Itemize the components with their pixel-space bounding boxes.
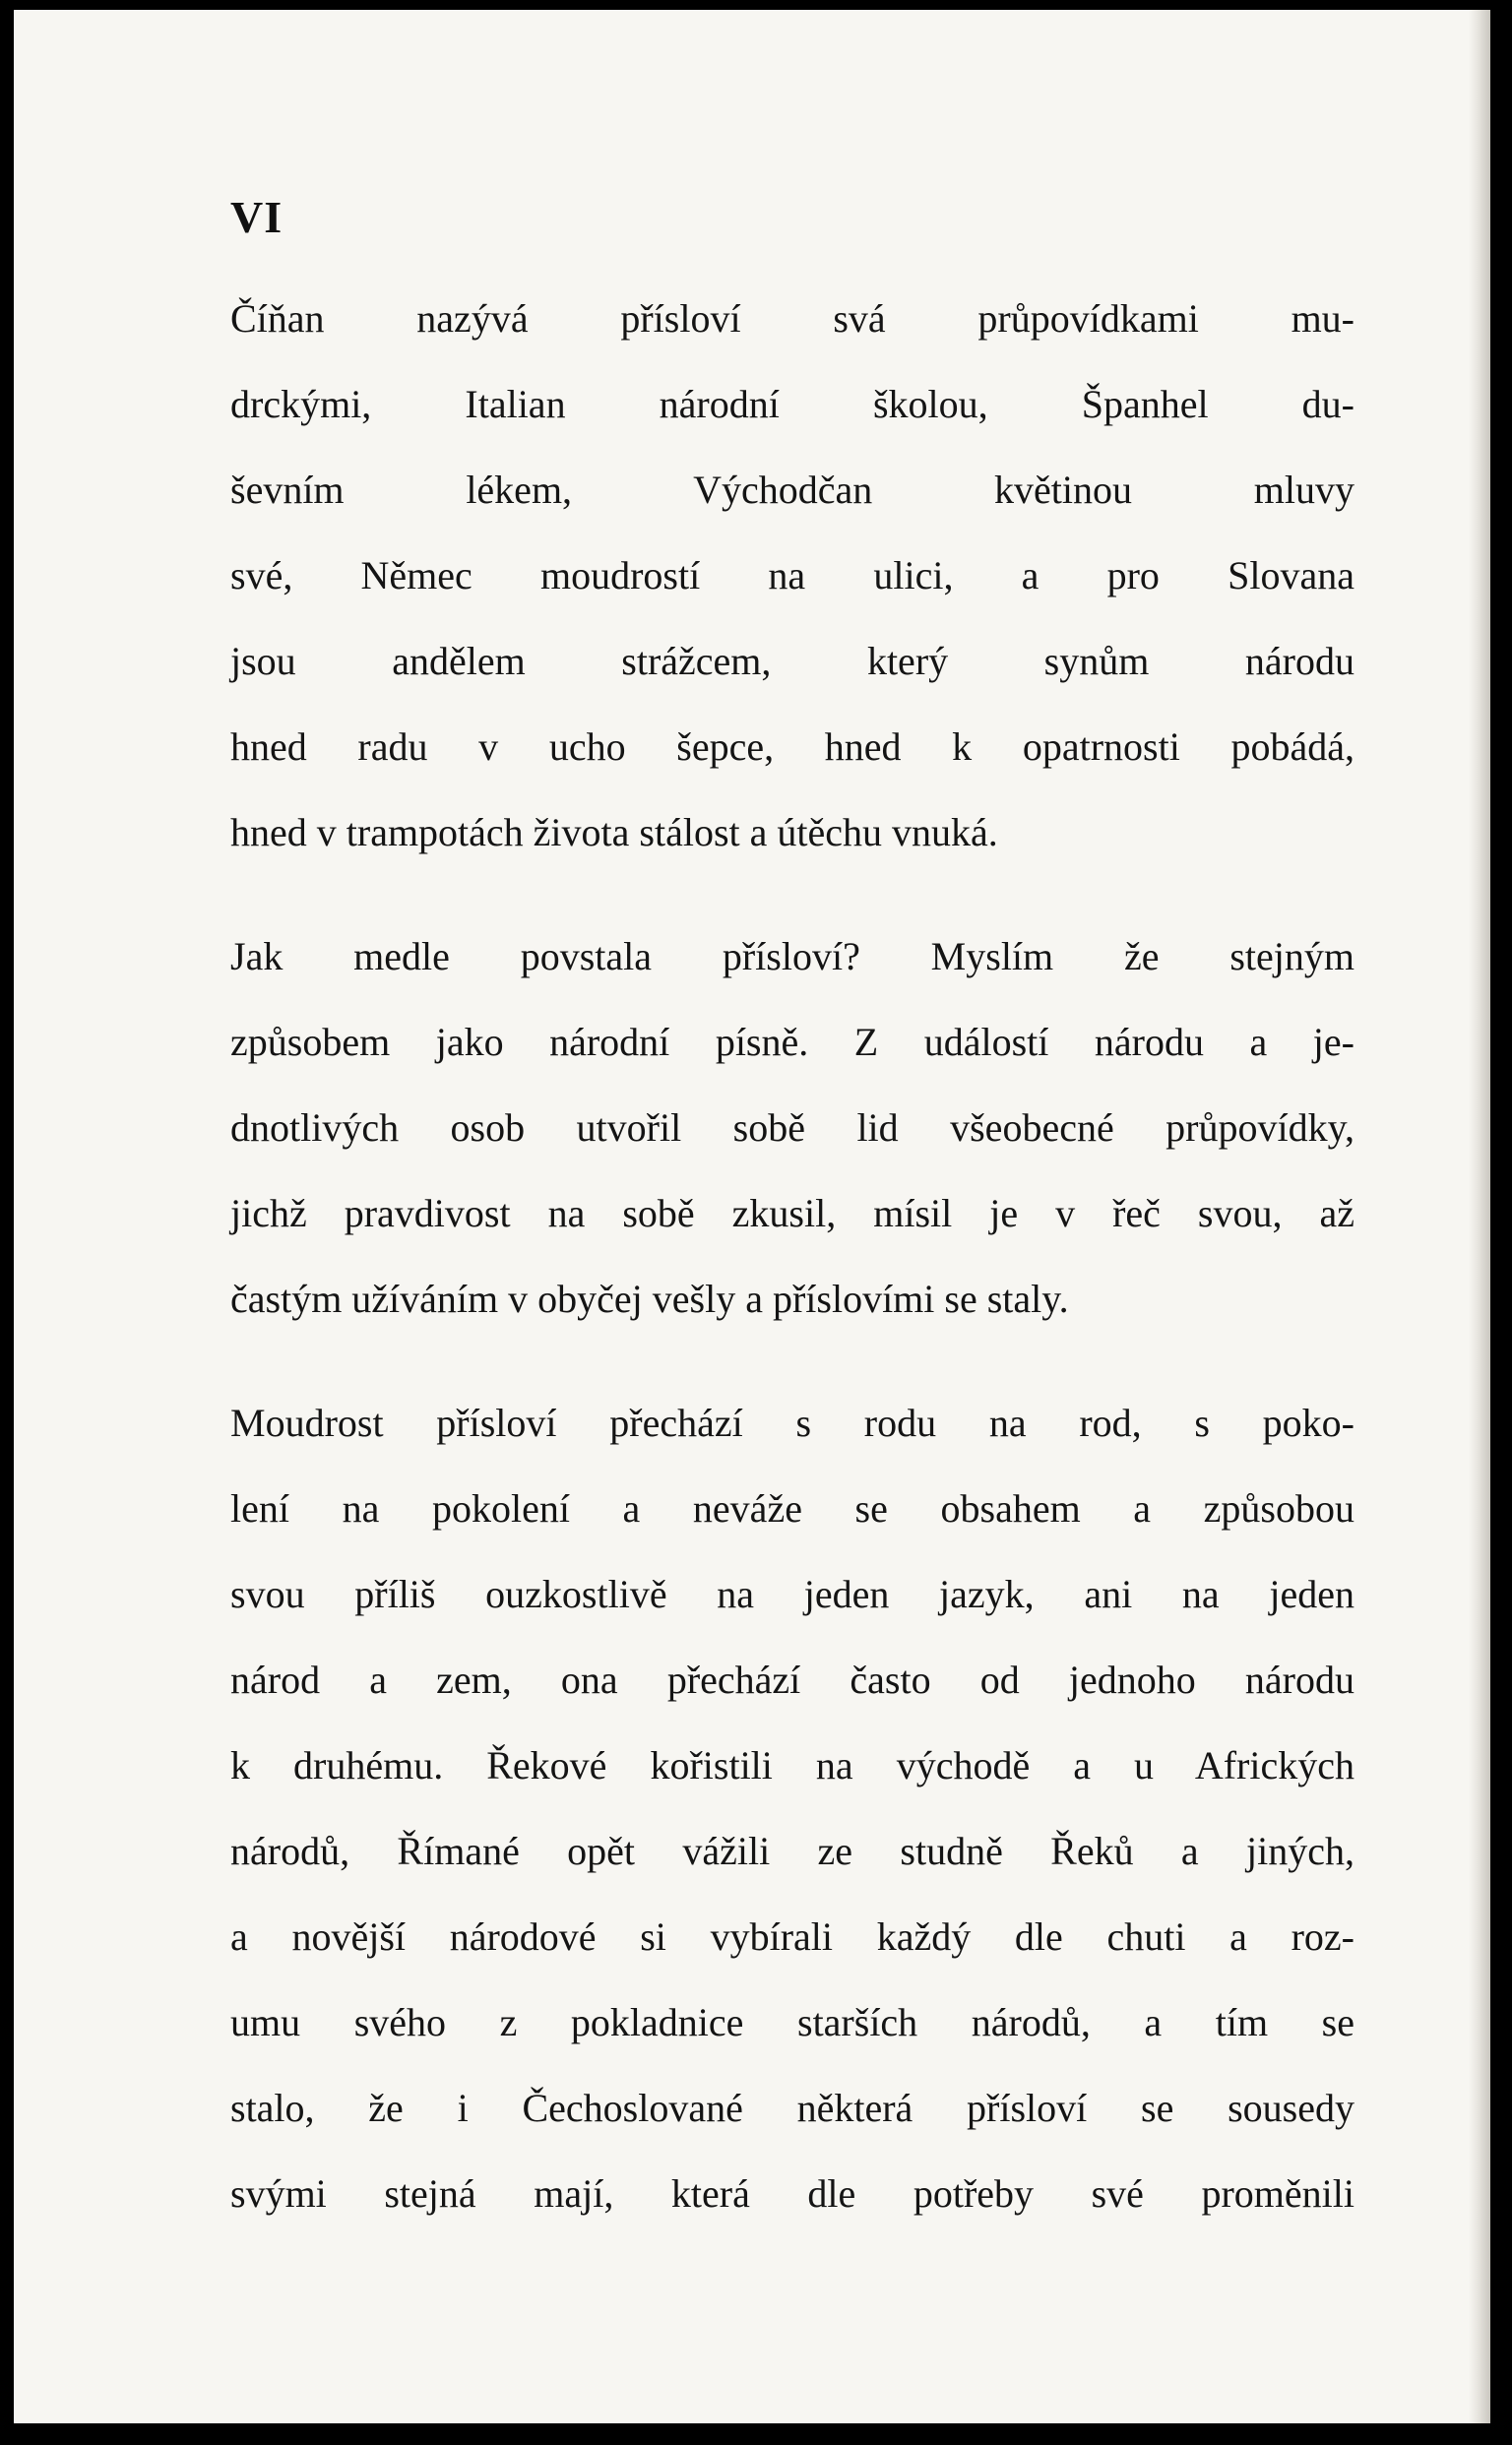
paragraph-1 (230, 276, 1354, 875)
text-line: hned v trampotách života stálost a útěchu vnuká. (230, 810, 998, 854)
body-text (230, 276, 1354, 2236)
text-line: hned radu v ucho šepce, hned k opatrnosti pobádá, (230, 724, 1354, 769)
text-line: způsobem jako národní písně. Z událostí národu a je- (230, 1020, 1354, 1064)
text-line: a novější národové si vybírali každý dle chuti a roz- (230, 1914, 1354, 1959)
text-line: své, Němec moudrostí na ulici, a pro Slovana (230, 553, 1354, 597)
text-line: ševním lékem, Východčan květinou mluvy (230, 468, 1354, 512)
text-line: národ a zem, ona přechází často od jednoho národu (230, 1658, 1354, 1702)
text-line: jsou andělem strážcem, který synům národu (230, 639, 1354, 683)
text-line: svými stejná mají, která dle potřeby své proměnili (230, 2171, 1354, 2216)
text-line: dnotlivých osob utvořil sobě lid všeobecné průpovídky, (230, 1105, 1354, 1150)
text-line: k druhému. Řekové kořistili na východě a u Afrických (230, 1743, 1354, 1787)
text-line: národů, Římané opět vážili ze studně Řeků a jiných, (230, 1829, 1354, 1873)
page-number: VI (230, 192, 284, 242)
text-line: jichž pravdivost na sobě zkusil, mísil je v řeč svou, až (230, 1191, 1354, 1235)
text-line: častým užíváním v obyčej vešly a příslovími se staly. (230, 1277, 1069, 1321)
text-line: Jak medle povstala přísloví? Myslím že stejným (230, 934, 1354, 978)
text-line: stalo, že i Čechoslované některá přísloví se sousedy (230, 2086, 1354, 2130)
text-line: Moudrost přísloví přechází s rodu na rod, s poko- (230, 1401, 1354, 1445)
text-line: Číňan nazývá přísloví svá průpovídkami mu- (230, 296, 1354, 341)
book-page (14, 10, 1490, 2423)
page-edge (1469, 10, 1490, 2423)
paragraph-2 (230, 913, 1354, 1342)
paragraph-3 (230, 1380, 1354, 2236)
text-line: drckými, Italian národní školou, Španhel du- (230, 382, 1354, 426)
text-line: svou příliš ouzkostlivě na jeden jazyk, ani na jeden (230, 1572, 1354, 1616)
text-line: umu svého z pokladnice starších národů, a tím se (230, 2000, 1354, 2044)
text-line: lení na pokolení a neváže se obsahem a způsobou (230, 1486, 1354, 1531)
